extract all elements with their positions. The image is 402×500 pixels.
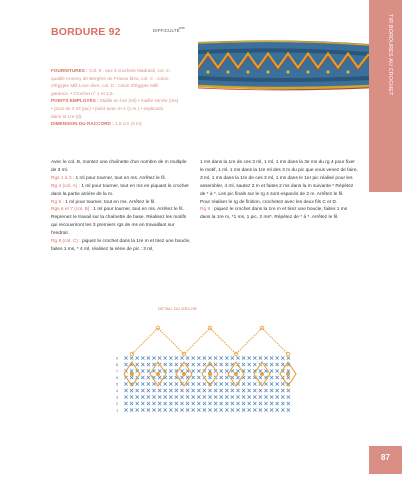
instruction-paragraph: Rg 4 (col. A) : 1 ml pour tourner, tout en ms en piquant le crochet dans la partie arrière de la m. [51, 183, 189, 197]
stitch-mark [276, 395, 279, 398]
stitch-mark [175, 382, 178, 385]
stitch-mark [136, 389, 139, 392]
stitch-mark [136, 382, 139, 385]
row-number: 3 [116, 394, 119, 400]
stitch-mark [281, 363, 284, 366]
stitch-mark [287, 389, 290, 392]
stitch-mark [192, 402, 195, 405]
stitch-mark [124, 395, 127, 398]
motif-knot [130, 372, 134, 376]
instruction-paragraph: 1 ms dans la 1re de ces 3 ml, 1 ml, 1 ms dans la 3e ms du rg 4 pour fixer le motif, 1 ml, 1 ms dans la 1re ml des 3 m du pic que vous venez de faire, 3 ml, 1 ms dans la 1re de ces 3 ml, 1 ms dans le 1er pic réalisé pour les assembler, 4 ml, sautez 2 m et faites 2 ms dans la m suivante.* Répétez de * à *. Les pic finals sur le rg 4 sont espacés de 2 m. Arrêtez le fil. [200, 160, 358, 197]
stitch-mark [180, 408, 183, 411]
stitch-mark [214, 402, 217, 405]
motif-knot [156, 372, 160, 376]
stitch-mark [203, 402, 206, 405]
info-line: POINTS EMPLOYÉS : Maille en l'air (ml) • maille serrée (ms) [51, 98, 179, 104]
instructions-left-column [51, 159, 192, 254]
instructions-right-column [200, 159, 358, 222]
picot-loop [234, 352, 238, 356]
stitch-mark [164, 395, 167, 398]
stitch-mark [169, 369, 172, 372]
stitch-mark [147, 382, 150, 385]
stitch-mark [270, 408, 273, 411]
stitch-mark [180, 376, 183, 379]
stitch-mark [169, 389, 172, 392]
stitch-mark [231, 395, 234, 398]
stitch-mark [236, 369, 239, 372]
stitch-mark [136, 395, 139, 398]
info-line: DIMENSION DU RACCORD : 1,5 cm (3 m). [51, 121, 143, 127]
page-title: BORDURE 92 [51, 26, 121, 38]
stitch-mark [141, 389, 144, 392]
stitch-mark [158, 408, 161, 411]
stitch-mark [158, 376, 161, 379]
stitch-mark [253, 408, 256, 411]
stitch-mark [192, 395, 195, 398]
stitch-mark [147, 363, 150, 366]
stitch-mark [203, 382, 206, 385]
stitch-mark [136, 402, 139, 405]
side-tab-label: TIR BORDURES AU CROCHET [387, 14, 393, 96]
stitch-mark [141, 363, 144, 366]
stitch-mark [225, 402, 228, 405]
supplies-info [51, 67, 191, 128]
stitch-mark [180, 402, 183, 405]
stitch-mark [141, 356, 144, 359]
stitch-mark [186, 395, 189, 398]
stitch-mark [208, 395, 211, 398]
stitch-mark [147, 402, 150, 405]
stitch-mark [220, 363, 223, 366]
stitch-mark [147, 408, 150, 411]
stitch-mark [141, 402, 144, 405]
stitch-mark [208, 408, 211, 411]
info-line: qualité Annecy de Bergère de France bleu, col. C : coton [51, 75, 169, 81]
stitch-mark [164, 363, 167, 366]
stitch-mark [164, 408, 167, 411]
stitch-mark [264, 402, 267, 405]
page-number: 87 [381, 453, 390, 462]
motif-knot [286, 372, 290, 376]
stitch-mark [242, 356, 245, 359]
difficulty-stars: *** [179, 27, 185, 33]
stitch-mark [220, 389, 223, 392]
stitch-mark [281, 382, 284, 385]
stitch-mark [203, 395, 206, 398]
stitch-mark [147, 369, 150, 372]
info-line: d'Égypte Mill Love dore, col. D : coton d'Égypte Mill! [51, 83, 159, 89]
row-number: 1 [116, 407, 119, 413]
stitch-mark [197, 395, 200, 398]
info-line: • picot de 3 ml (pic) • point avec m-1 (c.m.) • explicado [51, 105, 164, 111]
stitch-mark [281, 395, 284, 398]
stitch-mark [203, 389, 206, 392]
stitch-mark [259, 376, 262, 379]
stitch-mark [214, 389, 217, 392]
stitch-mark [270, 376, 273, 379]
stitch-mark [158, 395, 161, 398]
stitch-mark [175, 389, 178, 392]
info-line: dans la 1re (d). [51, 113, 83, 119]
stitch-mark [276, 369, 279, 372]
stitch-mark [248, 369, 251, 372]
stitch-mark [270, 363, 273, 366]
stitch-mark [141, 382, 144, 385]
stitch-mark [242, 408, 245, 411]
stitch-mark [231, 408, 234, 411]
row-number: 2 [116, 401, 119, 406]
row-number: 7 [116, 368, 119, 374]
stitch-mark [130, 389, 133, 392]
instruction-paragraph: Rgs 6 et 7 (col. B) : 1 ml pour tourner, tout en ms. Arrêtez le fil. [51, 207, 184, 213]
stitch-mark [236, 376, 239, 379]
stitch-mark [264, 382, 267, 385]
stitch-mark [197, 408, 200, 411]
stitch-mark [136, 408, 139, 411]
stitch-mark [270, 402, 273, 405]
stitch-mark [169, 402, 172, 405]
stitch-mark [203, 363, 206, 366]
stitch-mark [192, 356, 195, 359]
stitch-mark [130, 395, 133, 398]
stitch-mark [175, 363, 178, 366]
stitch-mark [175, 402, 178, 405]
stitch-mark [214, 395, 217, 398]
stitch-mark [164, 382, 167, 385]
stitch-mark [169, 376, 172, 379]
stitch-mark [192, 376, 195, 379]
stitch-mark [220, 402, 223, 405]
stitch-mark [248, 382, 251, 385]
stitch-mark [264, 356, 267, 359]
picot-chain [132, 328, 288, 354]
stitch-mark [169, 395, 172, 398]
stitch-mark [186, 408, 189, 411]
row-number: 8 [116, 362, 119, 367]
difficulty-label: DIFFICULTÉ [153, 28, 180, 33]
stitch-mark [186, 389, 189, 392]
motif-knot [234, 372, 238, 376]
stitch-mark [248, 408, 251, 411]
instruction-paragraph: Rg 5 : 1 ml pour tourner, tout en ms. Arrêtez le fil. [51, 199, 156, 205]
stitch-mark [147, 389, 150, 392]
stitch-mark [225, 389, 228, 392]
stitch-mark [136, 363, 139, 366]
stitch-mark [192, 369, 195, 372]
stitch-mark [231, 402, 234, 405]
stitch-mark [264, 389, 267, 392]
stitch-mark [242, 395, 245, 398]
stitch-mark [242, 382, 245, 385]
stitch-mark [270, 389, 273, 392]
stitch-mark [276, 402, 279, 405]
stitch-mark [270, 356, 273, 359]
stitch-mark [203, 408, 206, 411]
picot-loop [156, 326, 160, 330]
stitch-mark [158, 356, 161, 359]
stitch-mark [259, 402, 262, 405]
stitch-mark [231, 356, 234, 359]
stitch-mark [276, 382, 279, 385]
stitch-mark [276, 408, 279, 411]
stitch-mark [214, 363, 217, 366]
stitch-mark [287, 408, 290, 411]
stitch-mark [287, 395, 290, 398]
stitch-mark [180, 369, 183, 372]
stitch-mark [220, 408, 223, 411]
stitch-mark [253, 356, 256, 359]
stitch-mark [276, 389, 279, 392]
stitch-mark [225, 408, 228, 411]
stitch-mark [197, 363, 200, 366]
stitch-mark [147, 356, 150, 359]
stitch-mark [186, 402, 189, 405]
stitch-mark [169, 408, 172, 411]
stitch-mark [169, 356, 172, 359]
stitch-mark [152, 395, 155, 398]
stitch-mark [124, 408, 127, 411]
instruction-paragraph: Rgs 1 à 3 : 1 ml pour tourner, tout en ms. Arrêtez le fil. [51, 175, 166, 181]
row-number: 5 [116, 381, 119, 387]
stitch-mark [253, 389, 256, 392]
stitch-mark [253, 402, 256, 405]
stitch-mark [208, 402, 211, 405]
stitch-mark [287, 402, 290, 405]
stitch-mark [225, 395, 228, 398]
stitch-mark [281, 402, 284, 405]
stitch-mark [141, 376, 144, 379]
stitch-mark [236, 395, 239, 398]
stitch-mark [220, 356, 223, 359]
stitch-mark [214, 382, 217, 385]
stitch-mark [192, 408, 195, 411]
stitch-mark [225, 369, 228, 372]
stitch-mark [192, 363, 195, 366]
stitch-mark [152, 389, 155, 392]
braid-photo [198, 36, 369, 94]
stitch-mark [248, 363, 251, 366]
stitch-mark [276, 363, 279, 366]
stitch-mark [147, 395, 150, 398]
stitch-mark [236, 356, 239, 359]
stitch-mark [281, 408, 284, 411]
stitch-mark [242, 389, 245, 392]
stitch-mark [192, 382, 195, 385]
stitch-mark [259, 389, 262, 392]
stitch-mark [130, 356, 133, 359]
stitch-mark [152, 382, 155, 385]
stitch-mark [276, 356, 279, 359]
crochet-chart [112, 314, 302, 418]
stitch-mark [141, 408, 144, 411]
stitch-mark [152, 408, 155, 411]
stitch-mark [248, 402, 251, 405]
row-number: 4 [116, 388, 119, 393]
stitch-mark [164, 402, 167, 405]
stitch-mark [164, 356, 167, 359]
stitch-mark [203, 356, 206, 359]
stitch-mark [281, 389, 284, 392]
stitch-mark [197, 389, 200, 392]
stitch-mark [208, 376, 211, 379]
stitch-mark [220, 395, 223, 398]
diagram-label: DÉTAIL DU DÉCOR [158, 306, 198, 311]
instruction-paragraph: Avec le col. B, montez une chaînette d'un nombre de m multiple de 3 ml. [51, 160, 187, 173]
motif-knot [182, 372, 186, 376]
motif-knot [260, 372, 264, 376]
stitch-mark [287, 376, 290, 379]
row-number: 6 [116, 375, 119, 380]
stitch-mark [264, 395, 267, 398]
stitch-mark [287, 356, 290, 359]
stitch-mark [253, 363, 256, 366]
instruction-paragraph: Reprenez le travail sur la chaînette de base. Réalisez les motifs qui recouvriront les 3 premiers rgs de ms en travaillant sur l'endroit. [51, 215, 187, 237]
stitch-mark [220, 369, 223, 372]
stitch-mark [253, 395, 256, 398]
stitch-mark [225, 363, 228, 366]
stitch-mark [248, 356, 251, 359]
stitch-mark [270, 382, 273, 385]
stitch-mark [242, 402, 245, 405]
stitch-mark [253, 382, 256, 385]
stitch-mark [169, 382, 172, 385]
instruction-paragraph: Rg 8 (col. C) : piquez le crochet dans la 1re m et tirez une boucle, faites 1 ms, * 4 ml, réalisez la série de pic : 3 ml, [51, 239, 191, 252]
stitch-mark [197, 402, 200, 405]
stitch-mark [186, 356, 189, 359]
stitch-mark [158, 402, 161, 405]
stitch-mark [197, 369, 200, 372]
stitch-mark [225, 376, 228, 379]
stitch-mark [164, 389, 167, 392]
stitch-mark [130, 408, 133, 411]
stitch-mark [242, 363, 245, 366]
stitch-mark [180, 389, 183, 392]
stitch-mark [214, 356, 217, 359]
stitch-mark [136, 356, 139, 359]
stitch-mark [236, 389, 239, 392]
stitch-mark [175, 356, 178, 359]
stitch-mark [208, 389, 211, 392]
stitch-mark [248, 395, 251, 398]
stitch-mark [276, 376, 279, 379]
stitch-mark [124, 389, 127, 392]
stitch-mark [208, 356, 211, 359]
stitch-mark [124, 382, 127, 385]
stitch-mark [124, 363, 127, 366]
stitch-mark [236, 402, 239, 405]
stitch-mark [270, 369, 273, 372]
stitch-mark [248, 389, 251, 392]
stitch-mark [124, 402, 127, 405]
instruction-paragraph: Pour réaliser le rg de finition, crochetez avec les deux fils C et D. [200, 199, 338, 205]
stitch-mark [225, 356, 228, 359]
stitch-mark [220, 376, 223, 379]
stitch-mark [141, 395, 144, 398]
motif-knot [208, 372, 212, 376]
stitch-mark [124, 356, 127, 359]
stitch-mark [175, 408, 178, 411]
stitch-mark [141, 369, 144, 372]
stitch-mark [197, 356, 200, 359]
stitch-mark [180, 395, 183, 398]
stitch-mark [180, 356, 183, 359]
stitch-mark [197, 376, 200, 379]
info-line: garance. • Crochet n° 1 et 2,5. [51, 90, 114, 96]
stitch-mark [236, 408, 239, 411]
row-number: 9 [116, 355, 119, 361]
stitch-mark [192, 389, 195, 392]
stitch-mark [225, 382, 228, 385]
stitch-mark [281, 356, 284, 359]
info-line: FOURNITURES : Col. 8 : aux 6 crochets Madrask, col. 8 : [51, 68, 172, 73]
stitch-mark [259, 408, 262, 411]
stitch-mark [152, 402, 155, 405]
stitch-mark [264, 408, 267, 411]
stitch-mark [169, 363, 172, 366]
stitch-mark [270, 395, 273, 398]
stitch-mark [175, 395, 178, 398]
stitch-mark [147, 376, 150, 379]
stitch-mark [130, 376, 133, 379]
braid-base [198, 40, 369, 89]
instruction-paragraph: Rg 9 : piquez le crochet dans la 1re m et tirez une boucle, faites 1 ms dans la 1re m, *1 ms, 1 pic, 2 ms*. Répétez de * à *. Arrêtez le fil. [200, 207, 348, 221]
stitch-mark [220, 382, 223, 385]
stitch-mark [130, 402, 133, 405]
stitch-mark [197, 382, 200, 385]
stitch-mark [259, 356, 262, 359]
stitch-mark [259, 395, 262, 398]
stitch-mark [231, 389, 234, 392]
stitch-mark [214, 408, 217, 411]
stitch-mark [248, 376, 251, 379]
stitch-mark [152, 356, 155, 359]
stitch-mark [158, 389, 161, 392]
